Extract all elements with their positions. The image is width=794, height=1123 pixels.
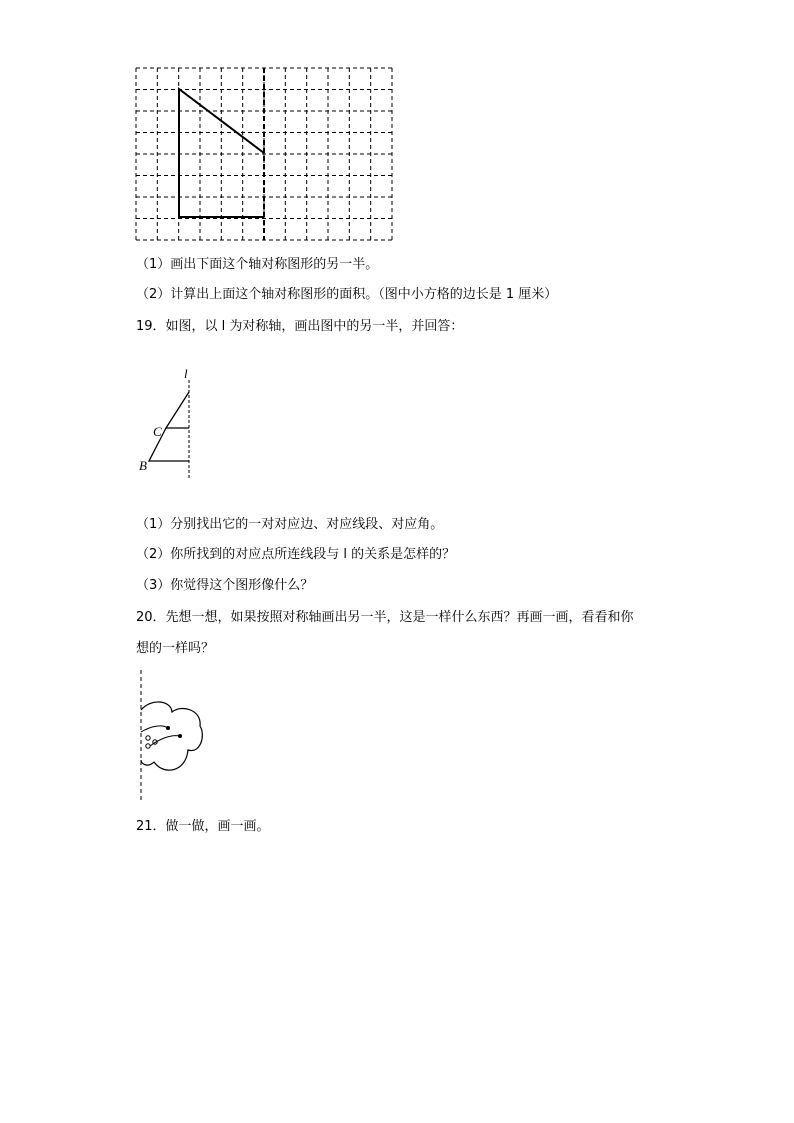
q19-sub1: （1）分别找出它的一对对应边、对应线段、对应角。 — [136, 517, 444, 532]
q20-stem-line2: 想的一样吗？ — [136, 641, 215, 656]
flower-small-circle — [146, 744, 150, 748]
q20-flower-figure — [136, 670, 212, 805]
flower-small-circle — [146, 736, 150, 740]
flower-dot — [178, 734, 182, 738]
flower-inner-curve — [141, 726, 168, 732]
flower-dot — [166, 726, 170, 730]
point-b-label: B — [139, 458, 147, 473]
q21-stem: 21．做一做，画一画。 — [136, 819, 270, 834]
point-c-label: C — [153, 424, 162, 439]
axis-label: l — [184, 366, 188, 381]
q19-figure — [136, 362, 206, 484]
q19-stem: 19．如图，以 l 为对称轴，画出图中的另一半，并回答： — [136, 319, 464, 334]
q19-sub2: （2）你所找到的对应点所连线段与 l 的关系是怎样的？ — [136, 547, 456, 562]
q18-sub2: （2）计算出上面这个轴对称图形的面积。（图中小方格的边长是 1 厘米） — [136, 287, 558, 302]
q20-stem-line1: 20．先想一想，如果按照对称轴画出另一半，这是一样什么东西？再画一画，看看和你 — [136, 610, 634, 625]
q19-sub3: （3）你觉得这个图形像什么？ — [136, 578, 314, 593]
q18-sub1: （1）画出下面这个轴对称图形的另一半。 — [136, 257, 379, 272]
q18-grid-figure — [136, 68, 392, 240]
half-figure — [166, 392, 189, 428]
